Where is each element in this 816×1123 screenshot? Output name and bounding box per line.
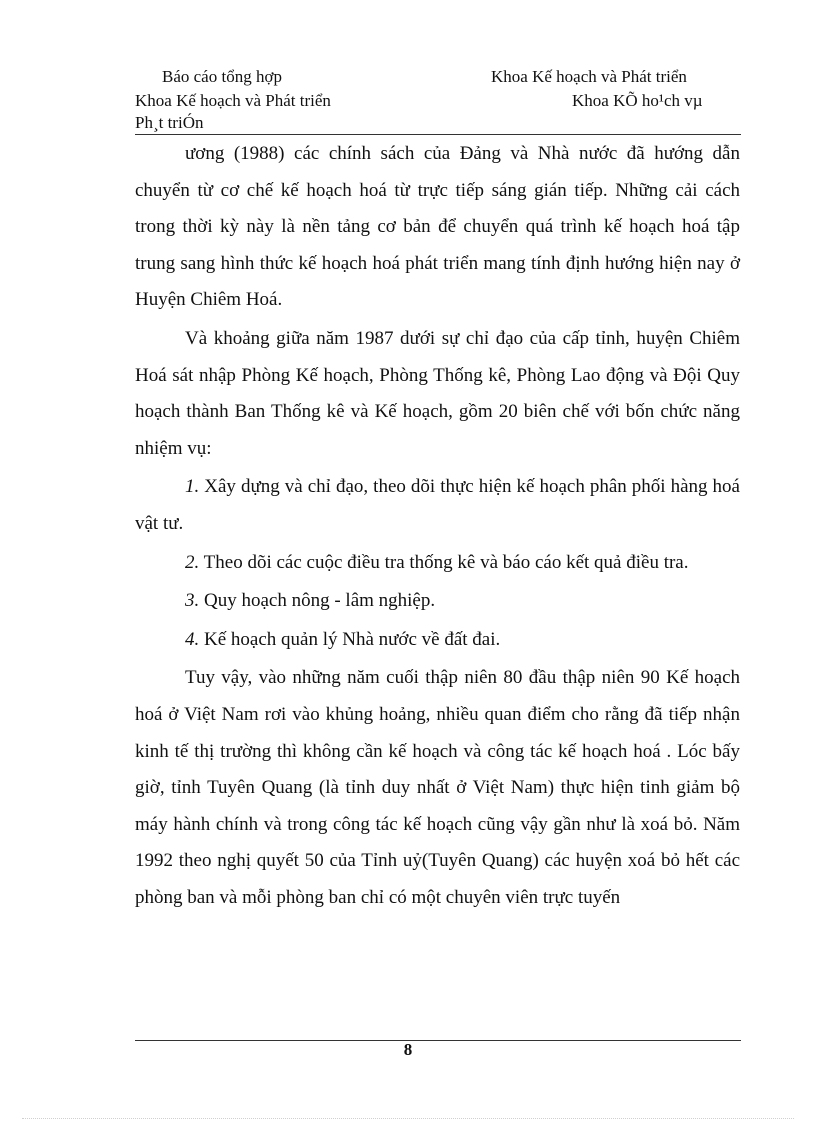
list-item-1 <box>135 469 740 542</box>
page-bottom-dotted-line <box>22 1118 794 1119</box>
list-item-number: 3. <box>185 590 200 612</box>
list-item-text: Quy hoạch nông - lâm nghiệp. <box>199 590 436 612</box>
header-right-line2: Khoa KÕ ho¹ch vµ <box>572 91 703 110</box>
list-item-3 <box>135 583 740 620</box>
header-left-line3: Ph¸t triÓn <box>135 113 204 132</box>
paragraph-1: ương (1988) các chính sách của Đảng và Nhà nước đã hướng dẫn chuyển từ cơ chế kế hoạch hoá từ trực tiếp sáng gián tiếp. Những cải cách trong thời kỳ này là nền tảng cơ bản để chuyển quá trình kế hoạch hoá tập trung sang hình thức kế hoạch hoá phát triển mang tính định hướng hiện nay ở Huyện Chiêm Hoá. <box>135 143 740 311</box>
header-left-line2: Khoa Kế hoạch và Phát triển <box>135 91 331 110</box>
list-item-2 <box>135 545 740 582</box>
list-item-text: Theo dõi các cuộc điều tra thống kê và báo cáo kết quả điều tra. <box>199 551 689 573</box>
header-rule <box>135 134 741 135</box>
list-item-text: Kế hoạch quản lý Nhà nước về đất đai. <box>199 628 501 650</box>
paragraph-2: Và khoảng giữa năm 1987 dưới sự chỉ đạo của cấp tỉnh, huyện Chiêm Hoá sát nhập Phòng Kế hoạch, Phòng Thống kê, Phòng Lao động và Đội Quy hoạch thành Ban Thống kê và Kế hoạch, gồm 20 biên chế với bốn chức năng nhiệm vụ: <box>135 327 740 459</box>
document-body <box>135 136 740 918</box>
list-item-number: 2. <box>185 551 200 573</box>
list-item-text: Xây dựng và chỉ đạo, theo dõi thực hiện kế hoạch phân phối hàng hoá vật tư. <box>135 476 740 534</box>
paragraph-3: Tuy vậy, vào những năm cuối thập niên 80 đầu thập niên 90 Kế hoạch hoá ở Việt Nam rơi vào khủng hoảng, nhiều quan điểm cho rằng đã tiếp nhận kinh tế thị trường thì không cần kế hoạch và công tác kế hoạch hoá . Lóc bấy giờ, tỉnh Tuyên Quang (là tỉnh duy nhất ở Việt Nam) thực hiện tinh giảm bộ máy hành chính và trong công tác kế hoạch cũng vậy gần như là xoá bỏ. Năm 1992 theo nghị quyết 50 của Tỉnh uỷ(Tuyên Quang) các huyện xoá bỏ hết các phòng ban và mỗi phòng ban chỉ có một chuyên viên trực tuyến <box>135 667 740 908</box>
header-right-line1: Khoa Kế hoạch và Phát triển <box>491 67 687 86</box>
list-item-number: 4. <box>185 628 200 650</box>
list-item-4 <box>135 622 740 659</box>
list-item-number: 1. <box>185 476 200 498</box>
header-left-line1: Báo cáo tổng hợp <box>162 67 282 86</box>
page-number: 8 <box>403 1040 413 1059</box>
